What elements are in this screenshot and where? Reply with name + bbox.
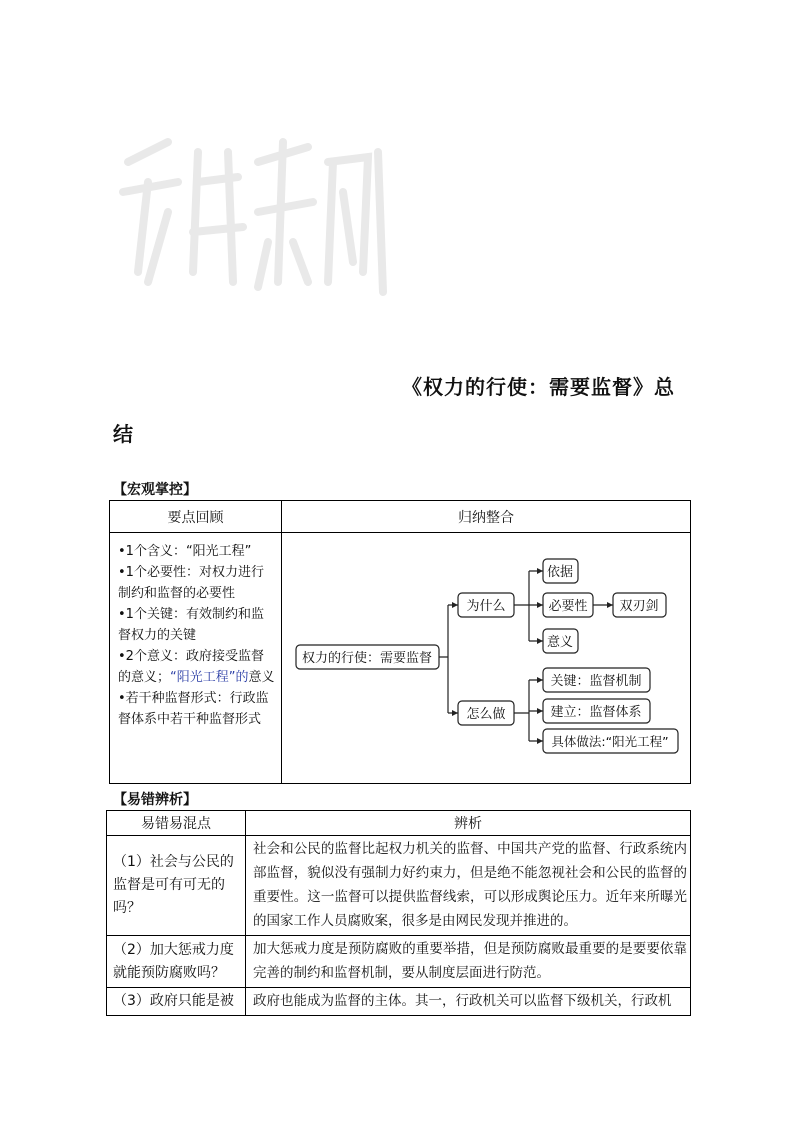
analysis-text: 加大惩戒力度是预防腐败的重要举措，但是预防腐败最重要的是要要依靠完善的制约和监督机制，要从制度层面进行防范。 (246, 936, 691, 988)
document-title: 《权力的行使：需要监督》总 (402, 375, 675, 399)
table-header-analysis: 辨析 (246, 811, 691, 836)
practice-node: 具体做法:“阳光工程” (551, 734, 669, 749)
analysis-text: 社会和公民的监督比起权力机关的监督、中国共产党的监督、行政系统内部监督，貌似没有强制力好约束力，但是绝不能忽视社会和公民的监督的重要性。这一监督可以提供监督线索，可以形成舆论压力。近年来所曝光的国家工作人员腐败案，很多是由网民发现并推进的。 (246, 836, 691, 936)
point-item: •2个意义：政府接受监督的意义；“阳光工程”的意义 (118, 649, 275, 685)
diagram-cell (282, 533, 691, 784)
basis-node: 依据 (546, 565, 574, 580)
significance-node: 意义 (546, 635, 574, 650)
analysis-text: 政府也能成为监督的主体。其一，行政机关可以监督下级机关，行政机 (246, 988, 691, 1016)
table-header-confusion: 易错易混点 (107, 811, 246, 836)
double-edged-node: 双刃剑 (619, 599, 659, 614)
confusion-point: （2）加大惩戒力度就能预防腐败吗？ (107, 936, 246, 988)
highlight-text: “阳光工程”的 (170, 670, 249, 685)
point-item: •1个必要性：对权力进行制约和监督的必要性 (118, 565, 264, 601)
build-node: 建立：监督体系 (550, 705, 642, 720)
table-row (107, 988, 691, 1016)
summary-table (109, 500, 691, 784)
document-title-continued: 结 (113, 422, 133, 446)
table-row (107, 936, 691, 988)
watermark-logo (108, 122, 408, 302)
table-header-points: 要点回顾 (110, 501, 282, 533)
confusion-point: （3）政府只能是被 (107, 988, 246, 1016)
root-node: 权力的行使：需要监督 (301, 651, 433, 666)
necessity-node: 必要性 (548, 599, 588, 614)
point-item: •1个含义：“阳光工程” (118, 544, 252, 559)
section-label-errors: 【易错辨析】 (113, 792, 197, 808)
error-analysis-table (106, 810, 691, 1016)
table-header-summary: 归纳整合 (282, 501, 691, 533)
key-points-cell (110, 533, 282, 784)
confusion-point: （1）社会与公民的监督是可有可无的吗？ (107, 836, 246, 936)
point-item: •1个关键：有效制约和监督权力的关键 (118, 607, 264, 643)
concept-diagram (282, 533, 690, 783)
why-node: 为什么 (466, 599, 506, 614)
table-row (107, 836, 691, 936)
key-node: 关键：监督机制 (550, 674, 642, 689)
point-item: •若干种监督形式：行政监督体系中若干种监督形式 (118, 691, 269, 727)
how-node: 怎么做 (466, 707, 506, 722)
section-label-macro: 【宏观掌控】 (113, 482, 197, 498)
